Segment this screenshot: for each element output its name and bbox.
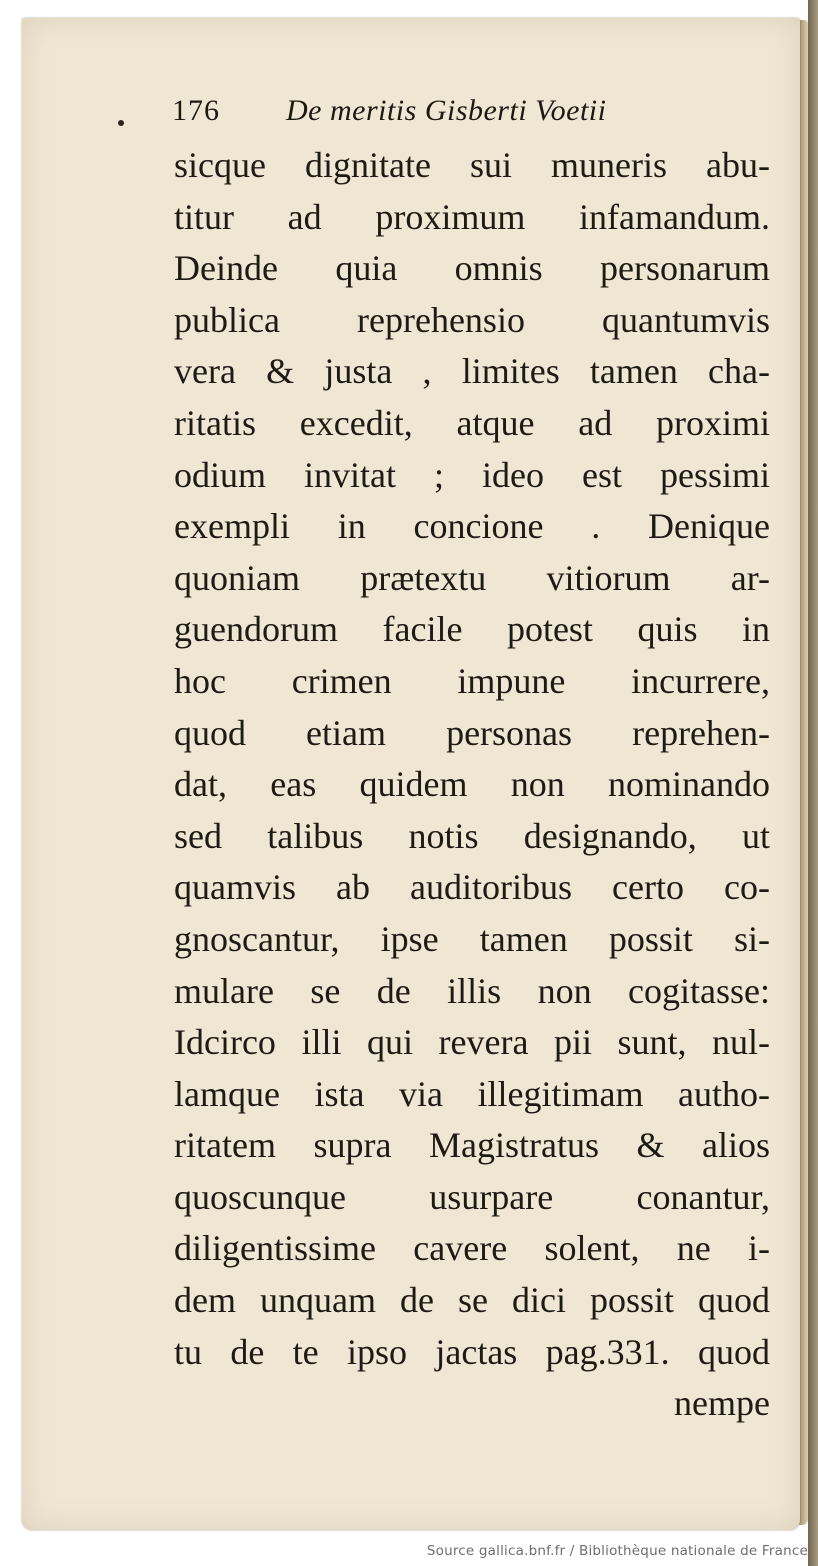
text-line: hoc crimen impune incurrere, xyxy=(174,660,770,701)
text-line: lamque ista via illegitimam autho- xyxy=(174,1073,770,1114)
ink-dot xyxy=(118,120,124,126)
text-line: ritatis excedit, atque ad proximi xyxy=(174,402,770,443)
source-credit: Source gallica.bnf.fr / Bibliothèque nationale de France xyxy=(426,1543,808,1559)
text-line: ritatem supra Magistratus & alios xyxy=(174,1125,770,1166)
text-line: quoniam prætextu vitiorum ar- xyxy=(174,557,770,598)
text-line: publica reprehensio quantumvis xyxy=(174,299,770,340)
text-line: gnoscantur, ipse tamen possit si- xyxy=(174,918,770,959)
text-line: exempli in concione . Denique xyxy=(174,506,770,547)
running-head: De meritis Gisberti Voetii xyxy=(286,94,607,127)
text-line: vera & justa , limites tamen cha- xyxy=(174,351,770,392)
text-line: mulare se de illis non cogitasse: xyxy=(174,970,770,1011)
text-line: titur ad proximum infamandum. xyxy=(174,196,770,237)
text-line: sed talibus notis designando, ut xyxy=(174,815,770,856)
text-line: guendorum facile potest quis in xyxy=(174,609,770,650)
page-number: 176 xyxy=(172,94,220,127)
text-line: dem unquam de se dici possit quod xyxy=(174,1280,770,1321)
text-line: quamvis ab auditoribus certo co- xyxy=(174,867,770,908)
text-line: dat, eas quidem non nominando xyxy=(174,764,770,805)
text-line: Deinde quia omnis personarum xyxy=(174,248,770,289)
body-text xyxy=(174,140,770,1430)
text-line: quoscunque usurpare conantur, xyxy=(174,1176,770,1217)
text-line: sicque dignitate sui muneris abu- xyxy=(174,145,770,185)
catchword: nempe xyxy=(674,1383,770,1424)
text-line: tu de te ipso jactas pag.331. quod xyxy=(174,1331,770,1372)
page-header xyxy=(118,90,758,140)
text-line: odium invitat ; ideo est pessimi xyxy=(174,454,770,495)
text-line: Idcirco illi qui revera pii sunt, nul- xyxy=(174,1022,770,1063)
book-spine-strip xyxy=(808,0,818,1566)
text-line: quod etiam personas reprehen- xyxy=(174,712,770,753)
text-line: diligentissime cavere solent, ne i- xyxy=(174,1228,770,1269)
